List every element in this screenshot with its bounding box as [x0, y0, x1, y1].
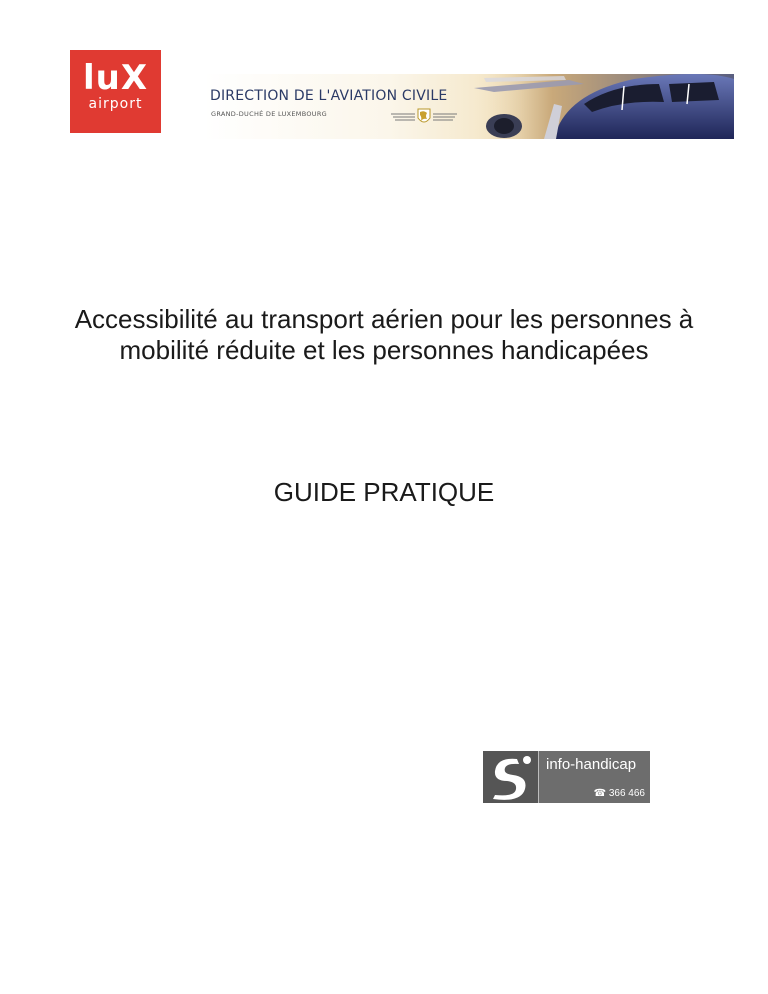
dac-banner: [204, 74, 734, 139]
info-handicap-phone-number: 366 466: [608, 788, 645, 799]
info-handicap-logo-icon: [483, 751, 538, 803]
info-handicap-badge: [483, 751, 650, 803]
info-handicap-logo-box: [483, 751, 538, 803]
phone-icon: ☎: [593, 788, 607, 799]
lux-logo-word: luX: [82, 58, 149, 98]
info-handicap-divider: [538, 751, 539, 803]
info-handicap-phone: [594, 788, 645, 799]
document-subtitle: GUIDE PRATIQUE: [273, 477, 495, 507]
lux-logo-airport: airport: [88, 96, 143, 112]
lion-emblem-icon: [389, 106, 459, 128]
dac-banner-title: DIRECTION DE L'AVIATION CIVILE: [210, 88, 448, 104]
airplane-nose-image: [474, 74, 734, 139]
document-title: Accessibilité au transport aérien pour les personnes à mobilité réduite et les personnes handicapées: [74, 304, 694, 365]
dac-banner-subtitle: GRAND-DUCHÉ DE LUXEMBOURG: [211, 110, 327, 118]
info-handicap-name: info-handicap: [546, 756, 637, 773]
lux-airport-logo: [70, 50, 161, 133]
